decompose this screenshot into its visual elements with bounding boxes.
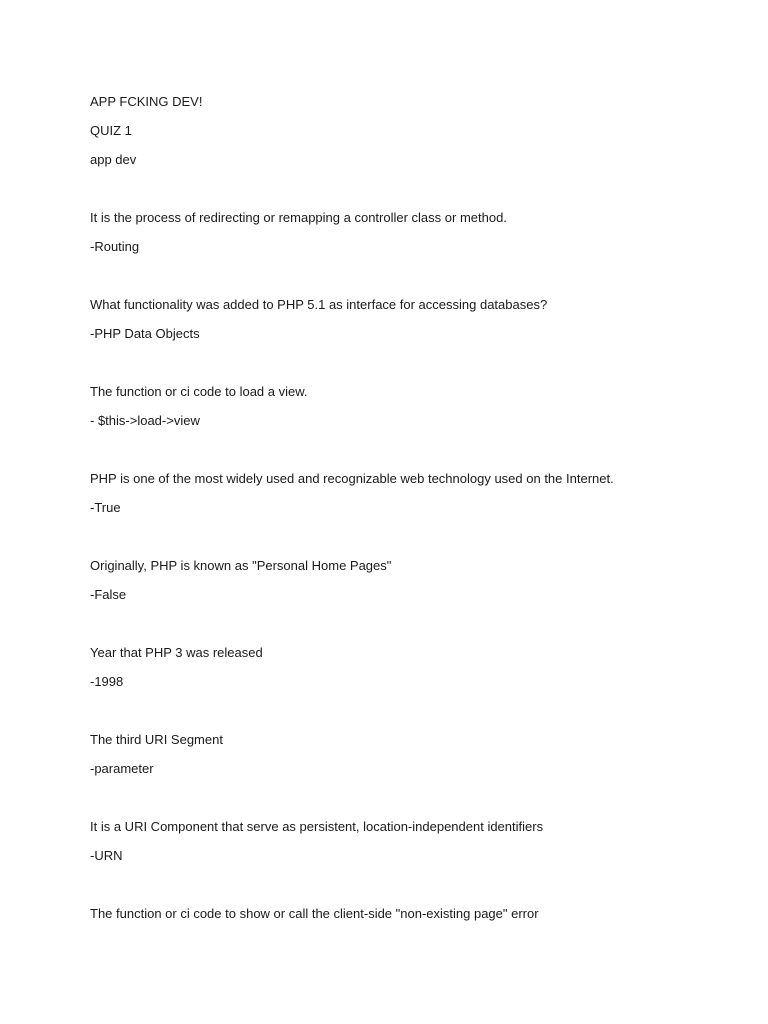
question-text: The function or ci code to load a view.: [90, 384, 308, 399]
qa-item: [90, 210, 730, 255]
question-text: PHP is one of the most widely used and recognizable web technology used on the Internet.: [90, 471, 614, 486]
answer-text: - $this->load->view: [90, 413, 200, 428]
question-text: Originally, PHP is known as "Personal Home Pages": [90, 558, 392, 573]
qa-item: [90, 471, 730, 516]
qa-item: [90, 384, 730, 429]
answer-text: -parameter: [90, 761, 154, 776]
doc-subject: app dev: [90, 152, 137, 167]
question-text: It is a URI Component that serve as persistent, location-independent identifiers: [90, 819, 544, 834]
answer-text: -Routing: [90, 239, 140, 254]
answer-text: -False: [90, 587, 127, 602]
answer-text: -1998: [90, 674, 124, 689]
qa-item: [90, 819, 730, 864]
qa-item: [90, 297, 730, 342]
qa-item: [90, 732, 730, 777]
answer-text: -PHP Data Objects: [90, 326, 200, 341]
answer-text: -True: [90, 500, 121, 515]
qa-item: [90, 558, 730, 603]
qa-item: [90, 906, 730, 922]
question-text: The third URI Segment: [90, 732, 223, 747]
question-text: Year that PHP 3 was released: [90, 645, 263, 660]
question-text: It is the process of redirecting or remapping a controller class or method.: [90, 210, 507, 225]
doc-title: APP FCKING DEV!: [90, 94, 203, 109]
answer-text: -URN: [90, 848, 123, 863]
question-text: What functionality was added to PHP 5.1 as interface for accessing databases?: [90, 297, 548, 312]
qa-item: [90, 645, 730, 690]
doc-subtitle: QUIZ 1: [90, 123, 132, 138]
document-content: [90, 94, 730, 964]
question-text: The function or ci code to show or call the client-side "non-existing page" error: [90, 906, 539, 921]
